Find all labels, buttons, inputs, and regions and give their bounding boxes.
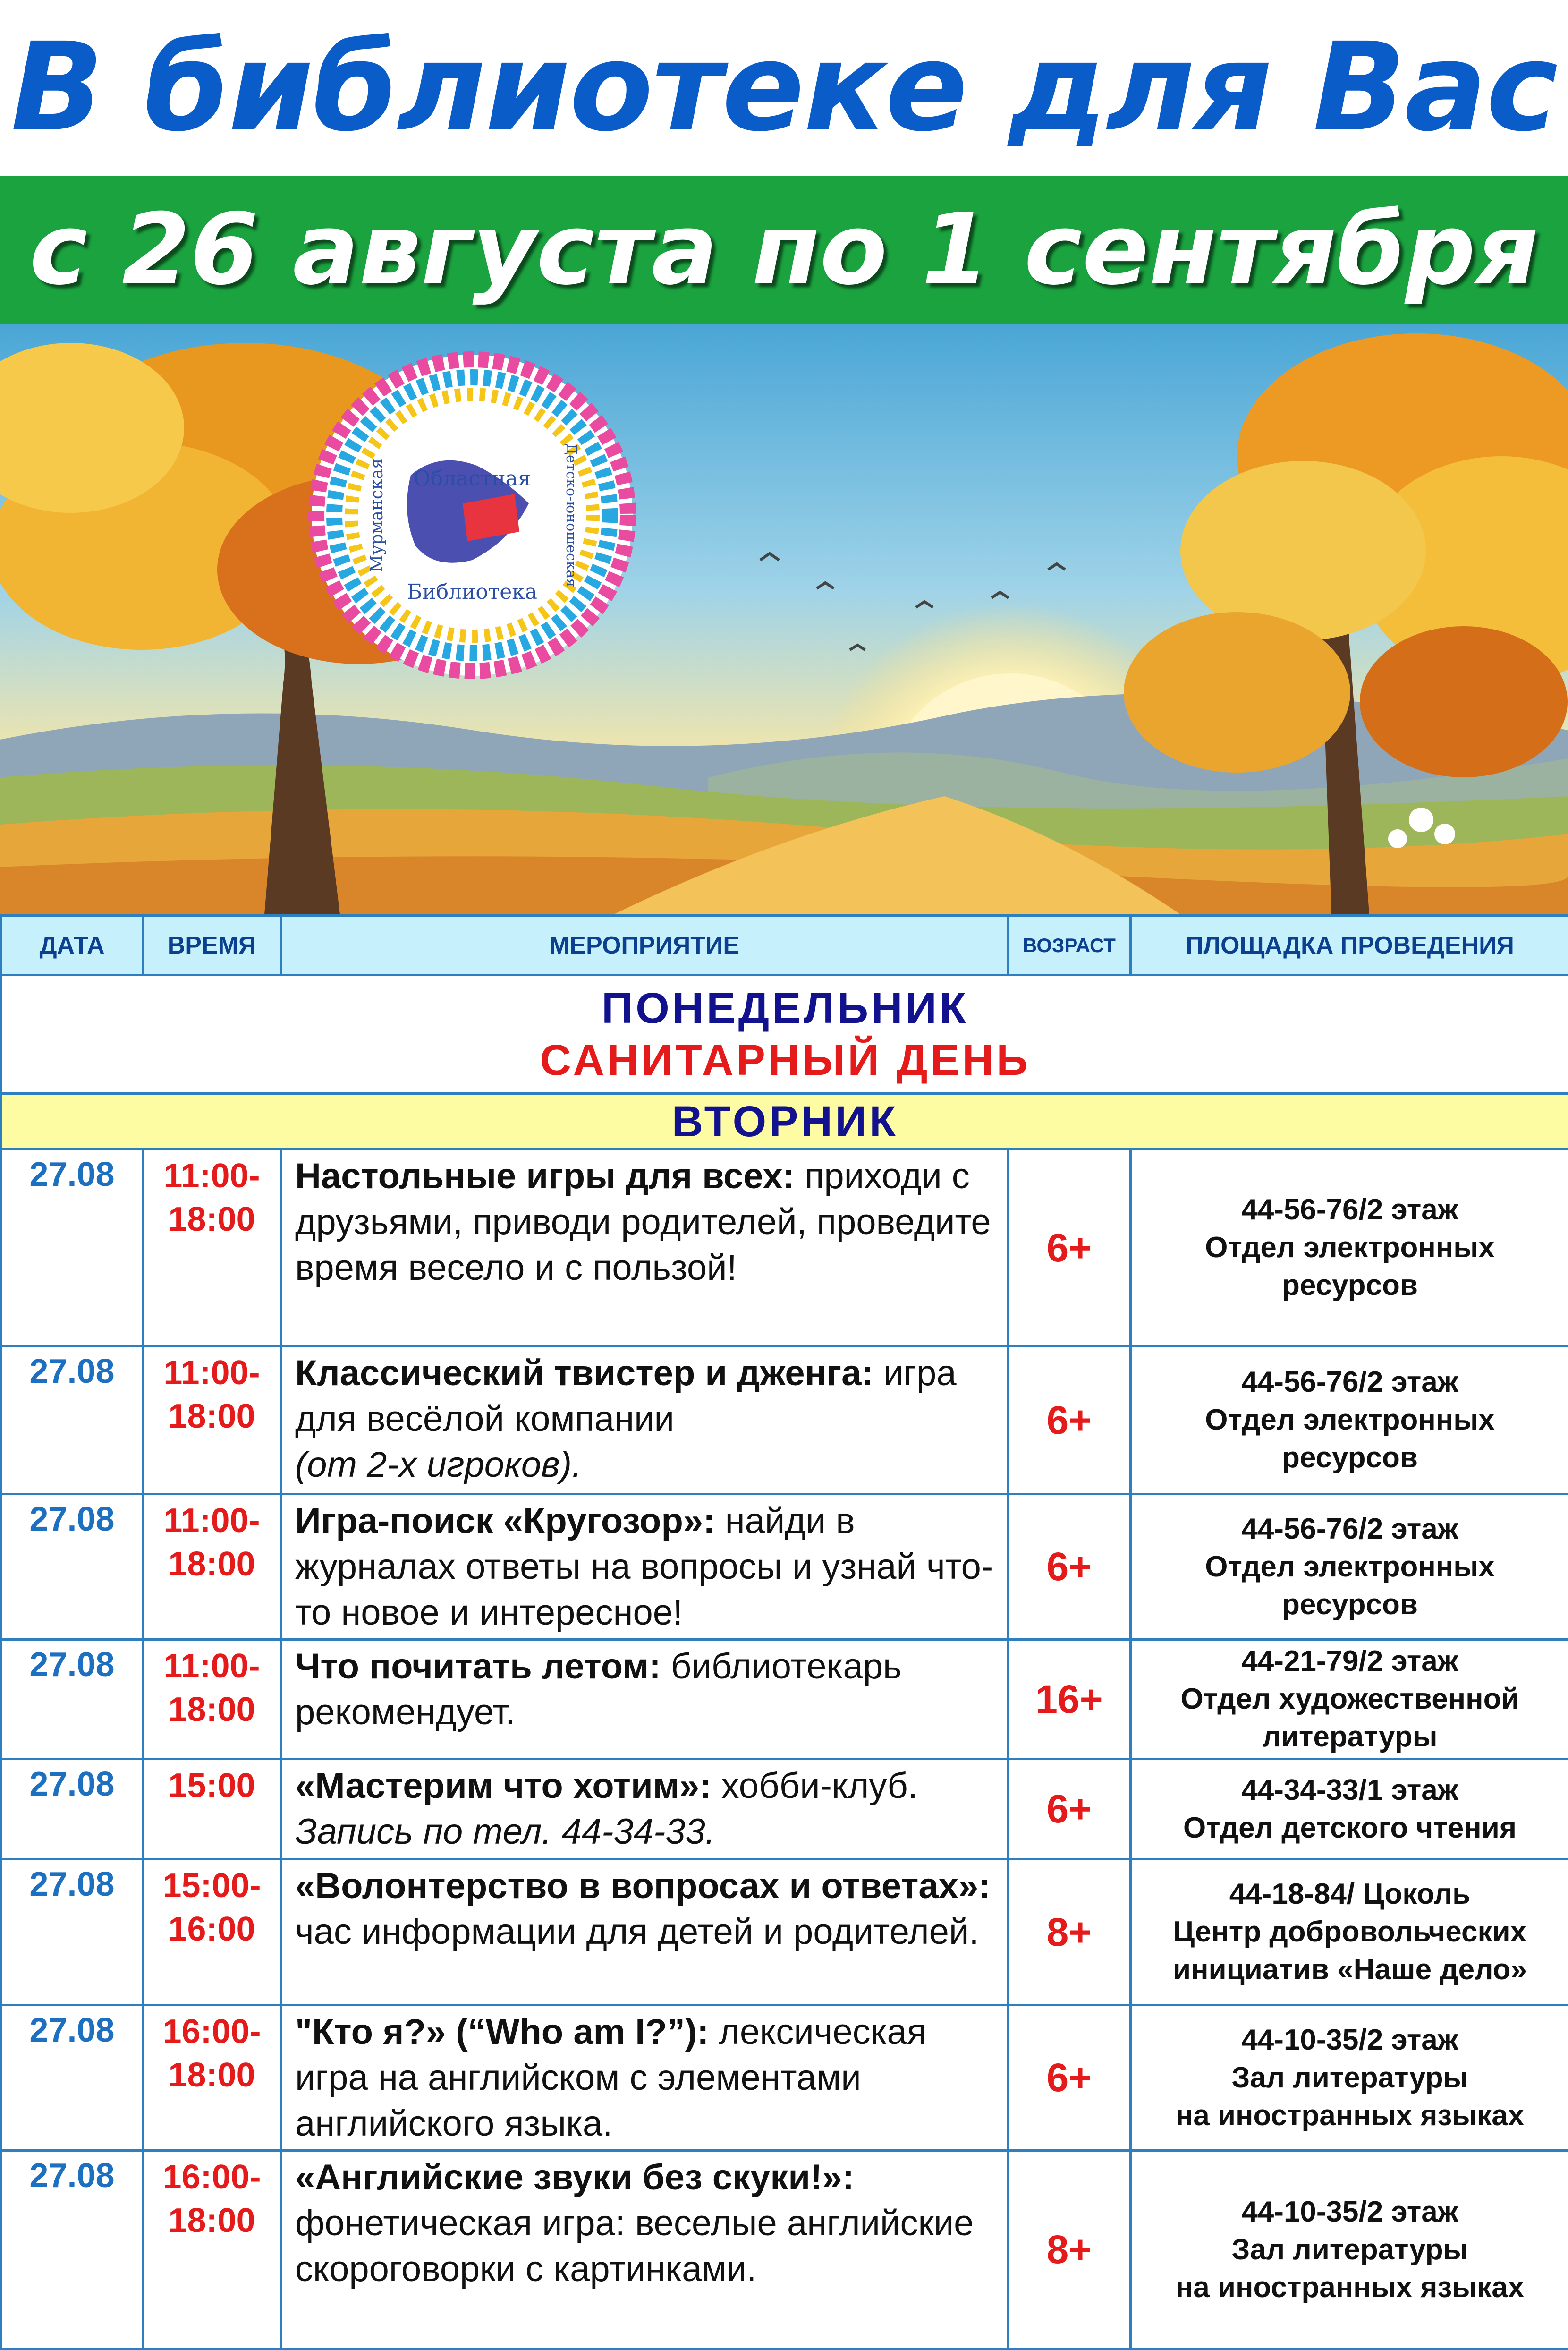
logo-text-top: Областная: [413, 467, 531, 491]
event-place: [1131, 2151, 1568, 2349]
table-row: [1, 1346, 1568, 1494]
place-phone-floor: 44-34-33/1 этаж: [1138, 1771, 1561, 1809]
event-title: Что почитать летом:: [295, 1646, 661, 1686]
place-department: Отдел электронных: [1138, 1548, 1561, 1586]
event-title: Игра-поиск «Кругозор»:: [295, 1501, 715, 1541]
event-description: [281, 1759, 1008, 1859]
event-place: [1131, 1494, 1568, 1640]
event-description: [281, 1346, 1008, 1494]
event-description: [281, 1149, 1008, 1346]
place-phone-floor: 44-10-35/2 этаж: [1138, 2193, 1561, 2231]
event-text: библиотекарь рекомендует.: [295, 1646, 902, 1732]
time-end: 18:00: [144, 2053, 280, 2097]
event-place: [1131, 1346, 1568, 1494]
event-text: час информации для детей и родителей.: [295, 1912, 979, 1952]
event-title: «Волонтерство в вопросах и ответах»:: [295, 1866, 990, 1906]
time-start: 16:00-: [144, 2155, 280, 2199]
column-header-time: ВРЕМЯ: [143, 916, 281, 975]
place-department-cont: ресурсов: [1138, 1586, 1561, 1624]
event-description: [281, 1859, 1008, 2005]
event-time: [143, 1346, 281, 1494]
table-row: [1, 1859, 1568, 2005]
place-department-cont: ресурсов: [1138, 1439, 1561, 1477]
event-time: [143, 2005, 281, 2151]
time-start: 15:00-: [144, 1864, 280, 1907]
age-rating: 6+: [1008, 2005, 1131, 2151]
place-department-cont: ресурсов: [1138, 1267, 1561, 1304]
place-department: Отдел электронных: [1138, 1401, 1561, 1439]
event-description: [281, 1494, 1008, 1640]
place-department-cont: на иностранных языках: [1138, 2097, 1561, 2135]
column-header-age: ВОЗРАСТ: [1008, 916, 1131, 975]
column-header-place: ПЛОЩАДКА ПРОВЕДЕНИЯ: [1131, 916, 1568, 975]
time-end: 16:00: [144, 1907, 280, 1951]
event-time: [143, 1494, 281, 1640]
place-department: Отдел художественной: [1138, 1680, 1561, 1718]
event-date: 27.08: [1, 1859, 143, 2005]
tuesday-row: [1, 1094, 1568, 1149]
age-rating: 6+: [1008, 1346, 1131, 1494]
time-start: 11:00-: [144, 1351, 280, 1395]
autumn-landscape-banner: [0, 324, 1568, 914]
table-row: [1, 1494, 1568, 1640]
time-start: 16:00-: [144, 2010, 280, 2053]
event-text: игра для весёлой компании: [295, 1353, 957, 1439]
day-name-tuesday: ВТОРНИК: [2, 1098, 1568, 1145]
event-time: [143, 2151, 281, 2349]
place-phone-floor: 44-56-76/2 этаж: [1138, 1363, 1561, 1401]
event-description: [281, 1640, 1008, 1759]
event-time: [143, 1640, 281, 1759]
day-name-monday: ПОНЕДЕЛЬНИК: [2, 982, 1568, 1034]
event-description: [281, 2151, 1008, 2349]
event-time: [143, 1149, 281, 1346]
time-start: 11:00-: [144, 1644, 280, 1688]
logo-text-left: Мурманская: [367, 458, 387, 572]
event-text: приходи с друзьями, приводи родителей, проведите время весело и с пользой!: [295, 1156, 991, 1288]
table-row: [1, 2005, 1568, 2151]
schedule-table: [0, 914, 1568, 2350]
event-title: "Кто я?» (“Who am I?”):: [295, 2012, 709, 2052]
event-date: 27.08: [1, 1494, 143, 1640]
place-department-cont: литературы: [1138, 1718, 1561, 1756]
age-rating: 6+: [1008, 1759, 1131, 1859]
place-department: Отдел электронных: [1138, 1229, 1561, 1267]
event-description: [281, 2005, 1008, 2151]
event-time: [143, 1759, 281, 1859]
age-rating: 16+: [1008, 1640, 1131, 1759]
table-row: [1, 1759, 1568, 1859]
event-title: Настольные игры для всех:: [295, 1156, 795, 1196]
table-header-row: [1, 916, 1568, 975]
event-text: хобби-клуб.: [712, 1766, 918, 1806]
event-date: 27.08: [1, 1640, 143, 1759]
logo-text-right: Детско-юношеская: [563, 443, 579, 588]
event-date: 27.08: [1, 1759, 143, 1859]
time-end: 18:00: [144, 1688, 280, 1731]
monday-row: [1, 975, 1568, 1094]
event-place: [1131, 2005, 1568, 2151]
time-end: 18:00: [144, 1395, 280, 1438]
event-date: 27.08: [1, 1149, 143, 1346]
date-range-banner: с 26 августа по 1 сентября: [0, 176, 1568, 324]
place-phone-floor: 44-10-35/2 этаж: [1138, 2021, 1561, 2059]
place-phone-floor: 44-21-79/2 этаж: [1138, 1643, 1561, 1680]
event-text: найди в журналах ответы на вопросы и узнай что-то новое и интересное!: [295, 1501, 993, 1633]
time-end: 18:00: [144, 2199, 280, 2242]
event-title: «Мастерим что хотим»:: [295, 1766, 712, 1806]
event-time: [143, 1859, 281, 2005]
autumn-landscape-illustration: [0, 324, 1568, 914]
place-phone-floor: 44-56-76/2 этаж: [1138, 1191, 1561, 1229]
time-start: 11:00-: [144, 1499, 280, 1542]
place-phone-floor: 44-56-76/2 этаж: [1138, 1510, 1561, 1548]
event-date: 27.08: [1, 2151, 143, 2349]
column-header-event: МЕРОПРИЯТИЕ: [281, 916, 1008, 975]
place-phone-floor: 44-18-84/ Цоколь: [1138, 1875, 1561, 1913]
event-date: 27.08: [1, 1346, 143, 1494]
sanitary-day-note: САНИТАРНЫЙ ДЕНЬ: [2, 1034, 1568, 1086]
event-title: «Английские звуки без скуки!»:: [295, 2157, 854, 2197]
place-department: Отдел детского чтения: [1138, 1809, 1561, 1847]
event-place: [1131, 1759, 1568, 1859]
time-start: 15:00: [144, 1764, 280, 1807]
table-row: [1, 2151, 1568, 2349]
time-end: 18:00: [144, 1198, 280, 1241]
event-place: [1131, 1149, 1568, 1346]
event-text: фонетическая игра: веселые английские скороговорки с картинками.: [295, 2203, 974, 2289]
table-row: [1, 1640, 1568, 1759]
place-department: Центр добровольческих: [1138, 1913, 1561, 1951]
age-rating: 6+: [1008, 1149, 1131, 1346]
event-place: [1131, 1640, 1568, 1759]
event-note: Запись по тел. 44-34-33.: [295, 1812, 715, 1852]
event-date: 27.08: [1, 2005, 143, 2151]
table-row: [1, 1149, 1568, 1346]
page-title: В библиотеке для Вас: [0, 0, 1568, 175]
event-note: (от 2-х игроков).: [295, 1445, 582, 1485]
place-department: Зал литературы: [1138, 2231, 1561, 2269]
age-rating: 8+: [1008, 2151, 1131, 2349]
event-text: лексическая игра на английском с элементами английского языка.: [295, 2012, 926, 2144]
logo-text-bottom: Библиотека: [407, 580, 537, 604]
time-end: 18:00: [144, 1542, 280, 1586]
place-department-cont: инициатив «Наше дело»: [1138, 1951, 1561, 1989]
age-rating: 8+: [1008, 1859, 1131, 2005]
place-department-cont: на иностранных языках: [1138, 2269, 1561, 2307]
place-department: Зал литературы: [1138, 2059, 1561, 2097]
event-title: Классический твистер и дженга:: [295, 1353, 873, 1393]
library-logo: [312, 355, 633, 676]
age-rating: 6+: [1008, 1494, 1131, 1640]
column-header-date: ДАТА: [1, 916, 143, 975]
event-place: [1131, 1859, 1568, 2005]
time-start: 11:00-: [144, 1154, 280, 1198]
